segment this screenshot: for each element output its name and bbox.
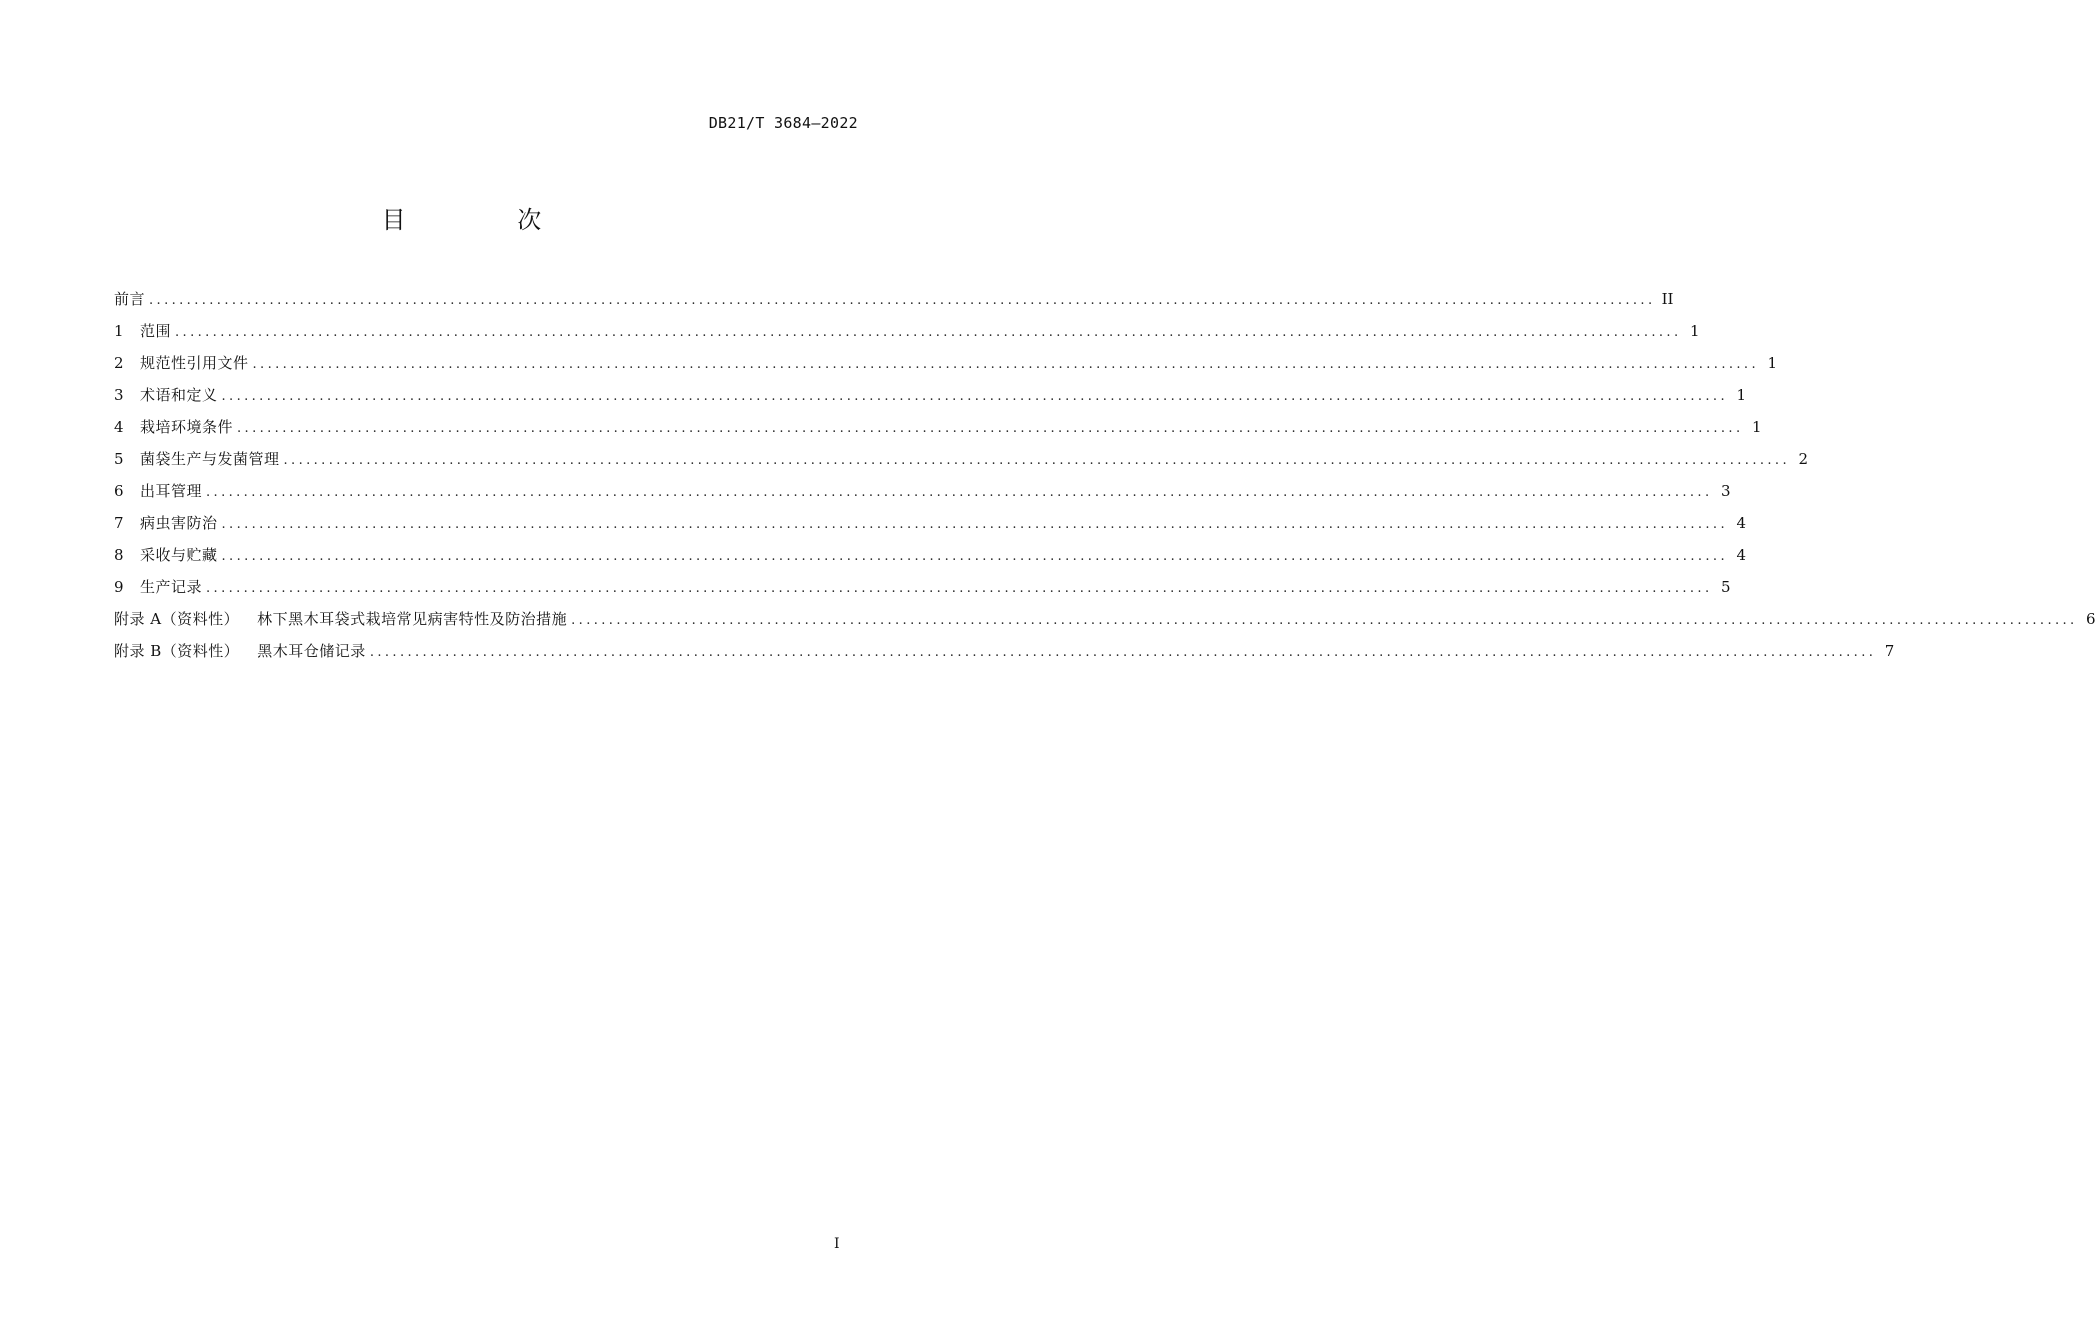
toc-entry-number: 6 [114,482,124,500]
toc-entry-number: 4 [114,418,124,436]
toc-entry-number: 3 [114,386,124,404]
toc-entry-1[interactable] [114,318,1700,350]
toc-entry-page: 1 [1689,322,1700,340]
toc-entry-6[interactable] [114,478,1731,510]
toc-entry-label: 范围 [140,322,172,340]
toc-entry-7[interactable] [114,510,1746,542]
toc-entry-foreword[interactable] [114,286,1674,318]
table-of-contents [114,286,2096,670]
toc-entry-label: 术语和定义 [140,386,218,404]
toc-entry-label: 栽培环境条件 [140,418,234,436]
toc-entry-page: 3 [1720,482,1731,500]
toc-entry-number: 1 [114,322,124,340]
toc-entry-label: 林下黑木耳袋式栽培常见病害特性及防治措施 [257,610,568,628]
toc-entry-annex-a[interactable] [114,606,2096,638]
toc-entry-page: 4 [1736,514,1746,532]
toc-leader-dots: ........................................................................................................................................................................................................ [221,389,1728,404]
toc-leader-dots: ........................................................................................................................................................................................................ [149,293,1656,308]
toc-leader-dots: ........................................................................................................................................................................................................ [175,325,1682,340]
toc-leader-dots: ........................................................................................................................................................................................................ [252,357,1759,372]
toc-entry-2[interactable] [114,350,1777,382]
toc-annex-designation: 附录 B（资料性） [114,642,240,660]
toc-entry-page: 1 [1736,386,1746,404]
page-number: I [834,1236,840,1252]
toc-entry-page: 4 [1736,546,1746,564]
toc-entry-annex-b[interactable] [114,638,1895,670]
toc-entry-page: II [1661,290,1674,308]
toc-entry-number: 5 [114,450,124,468]
toc-entry-3[interactable] [114,382,1746,414]
document-code: DB21/T 3684—2022 [708,114,858,132]
toc-entry-5[interactable] [114,446,1808,478]
toc-entry-label: 病虫害防治 [140,514,218,532]
toc-entry-page: 6 [2086,610,2096,628]
toc-entry-number: 8 [114,546,124,564]
page-title: 目 次 [381,206,594,234]
toc-entry-label: 出耳管理 [140,482,203,500]
toc-leader-dots: ........................................................................................................................................................................................................ [237,421,1744,436]
toc-annex-designation: 附录 A（资料性） [114,610,240,628]
toc-entry-label: 菌袋生产与发菌管理 [140,450,280,468]
toc-entry-page: 2 [1798,450,1808,468]
toc-leader-dots: ........................................................................................................................................................................................................ [571,613,2078,628]
toc-entry-label: 前言 [114,290,146,308]
toc-entry-page: 1 [1767,354,1777,372]
toc-leader-dots: ........................................................................................................................................................................................................ [369,645,1877,660]
toc-entry-page: 7 [1884,642,1895,660]
toc-entry-number: 9 [114,578,124,596]
toc-leader-dots: ........................................................................................................................................................................................................ [206,581,1713,596]
toc-entry-8[interactable] [114,542,1746,574]
toc-entry-label: 黑木耳仓储记录 [257,642,366,660]
toc-entry-9[interactable] [114,574,1731,606]
toc-entry-number: 2 [114,354,124,372]
toc-leader-dots: ........................................................................................................................................................................................................ [283,453,1790,468]
toc-leader-dots: ........................................................................................................................................................................................................ [206,485,1713,500]
toc-entry-label: 采收与贮藏 [140,546,218,564]
toc-entry-page: 5 [1720,578,1731,596]
toc-leader-dots: ........................................................................................................................................................................................................ [221,517,1728,532]
toc-entry-page: 1 [1751,418,1762,436]
toc-entry-number: 7 [114,514,124,532]
toc-entry-label: 生产记录 [140,578,203,596]
toc-leader-dots: ........................................................................................................................................................................................................ [221,549,1728,564]
toc-entry-4[interactable] [114,414,1762,446]
toc-entry-label: 规范性引用文件 [140,354,249,372]
